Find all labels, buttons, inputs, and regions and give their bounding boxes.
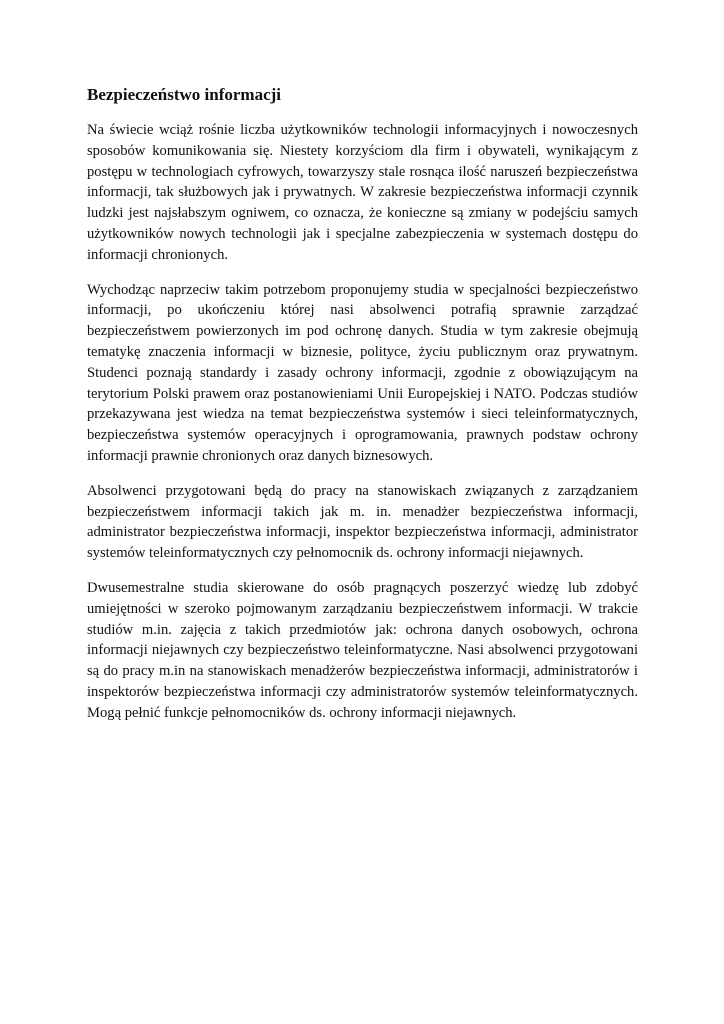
document-title: Bezpieczeństwo informacji	[87, 85, 282, 104]
paragraph-program: Wychodząc naprzeciw takim potrzebom proponujemy studia w specjalności bezpieczeństwo informacji, po ukończeniu której nasi absolwenci potrafią sprawnie zarządzać bezpieczeństwem powierzonych im pod ochronę danych. Studia w tym zakresie obejmują tematykę znaczenia informacji w biznesie, polityce, życiu publicznym oraz prywatnym. Studenci poznają standardy i zasady ochrony informacji, zgodnie z obowiązującym na terytorium Polski prawem oraz postanowieniami Unii Europejskiej i NATO. Podczas studiów przekazywana jest wiedza na temat bezpieczeństwa systemów i sieci teleinformatycznych, bezpieczeństwa systemów operacyjnych i oprogramowania, prawnych podstaw ochrony informacji prawnie chronionych oraz danych biznesowych.	[87, 281, 638, 464]
paragraph-intro: Na świecie wciąż rośnie liczba użytkowników technologii informacyjnych i nowoczesnych sposobów komunikowania się. Niestety korzyściom dla firm i obywateli, wynikającym z postępu w technologiach cyfrowych, towarzyszy stale rosnąca ilość naruszeń bezpieczeństwa informacji, tak służbowych jak i prywatnych. W zakresie bezpieczeństwa informacji czynnik ludzki jest najsłabszym ogniwem, co oznacza, że konieczne są zmiany w podejściu samych użytkowników nowych technologii jak i specjalne zabezpieczenia w systemach dostępu do informacji chronionych.	[87, 122, 638, 263]
paragraph-graduates: Absolwenci przygotowani będą do pracy na stanowiskach związanych z zarządzaniem bezpieczeństwem informacji takich jak m. in. menadżer bezpieczeństwa informacji, administrator bezpieczeństwa informacji, inspektor bezpieczeństwa informacji, administrator systemów teleinformatycznych czy pełnomocnik ds. ochrony informacji niejawnych.	[87, 482, 638, 562]
paragraph-studies: Dwusemestralne studia skierowane do osób pragnących poszerzyć wiedzę lub zdobyć umiejętności w szeroko pojmowanym zarządzaniu bezpieczeństwem informacji. W trakcie studiów m.in. zajęcia z takich przedmiotów jak: ochrona danych osobowych, ochrona informacji niejawnych czy bezpieczeństwo teleinformatyczne. Nasi absolwenci przygotowani są do pracy m.in na stanowiskach menadżerów bezpieczeństwa informacji, administratorów i inspektorów bezpieczeństwa informacji czy administratorów systemów teleinformatycznych. Mogą pełnić funkcje pełnomocników ds. ochrony informacji niejawnych.	[87, 579, 638, 721]
document-body	[87, 84, 638, 738]
